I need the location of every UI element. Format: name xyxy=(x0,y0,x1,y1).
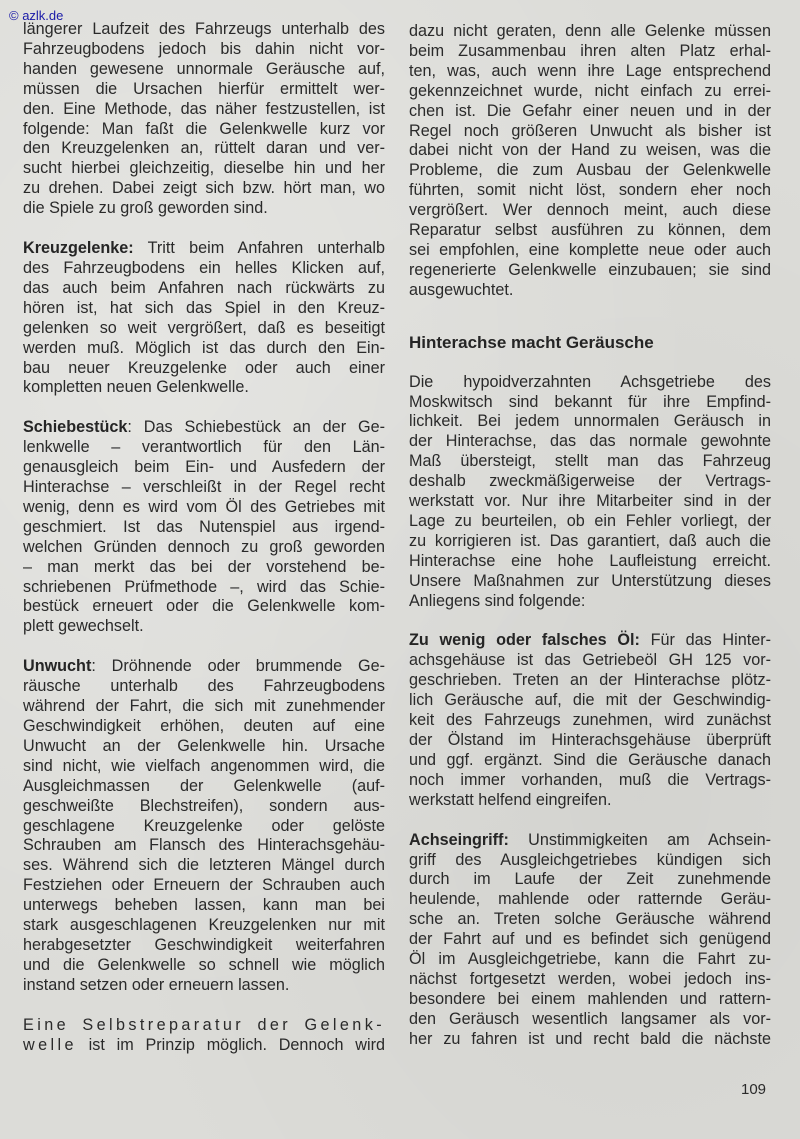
text-line: Anliegens sind folgende: xyxy=(409,591,586,610)
text-line: sei empfohlen, eine komplette neue oder auch xyxy=(409,240,771,259)
text-line xyxy=(409,831,771,851)
text-line: während der Fahrt, die sich mit zunehmender xyxy=(23,697,385,716)
text-line: Eine Selbstreparatur der Gelenk- xyxy=(23,1015,385,1034)
text-line: Geschwindigkeit erhöhen, deuten auf eine xyxy=(23,717,385,735)
text-run-spaced: welle xyxy=(23,1035,77,1054)
text-line: gekennzeichnet wurde, nicht einfach zu errei- xyxy=(409,81,771,100)
paragraph-kreuzgelenke xyxy=(23,239,385,398)
text-line: folgende: Man faßt die Gelenkwelle kurz vor xyxy=(23,119,385,138)
text-line: Regel noch größeren Unwucht als bisher ist xyxy=(409,121,771,140)
text-line: zu korrigieren ist. Das garantiert, daß auch die xyxy=(409,531,771,550)
text-run: : Das Schiebestück an der Ge- xyxy=(127,418,385,437)
text-line: und die Gelenkwelle so schnell wie möglich xyxy=(23,955,385,974)
text-line: lich Geräusche auf, die mit der Geschwindig- xyxy=(409,691,771,710)
paragraph-lead-term: Schiebestück xyxy=(23,418,128,437)
text-line: dazu nicht geraten, denn alle Gelenke müssen xyxy=(409,22,771,40)
paragraph-selbstreparatur xyxy=(23,1016,385,1056)
text-line: handen gewesene unnormale Geräusche auf, xyxy=(23,59,385,78)
text-line: Ausgleichmassen der Gelenkwelle (auf- xyxy=(23,776,385,795)
copyright-watermark: © azlk.de xyxy=(9,8,64,23)
text-line: instand setzen oder erneuern lassen. xyxy=(23,975,290,994)
text-line: nächst fortgesetzt werden, wobei jedoch ins- xyxy=(409,969,771,988)
text-line: Reparatur selbst ausführen zu können, dem xyxy=(409,221,771,240)
text-line xyxy=(23,239,385,259)
paragraph-achseingriff xyxy=(409,831,771,1050)
text-line: und ggf. ergänzt. Sind die Geräusche danach xyxy=(409,750,771,769)
text-line: Fahrzeugbodens jedoch bis dahin nicht vor- xyxy=(23,39,385,58)
text-line: kompletten neuen Gelenkwelle. xyxy=(23,378,249,397)
text-run: Unstimmigkeiten am Achsein- xyxy=(508,830,771,849)
text-line: regenerierte Gelenkwelle einzubauen; sie sind xyxy=(409,260,771,279)
text-line: der Ölstand im Hinterachsgehäuse überprüft xyxy=(409,731,771,749)
paragraph-unwucht xyxy=(23,657,385,995)
text-line: führten, somit nicht löst, sondern eher noch xyxy=(409,181,771,200)
left-column xyxy=(23,20,385,1075)
text-line: Festziehen oder Erneuern der Schrauben auch xyxy=(23,876,385,895)
text-line: Maß übersteigt, stellt man das Fahrzeug xyxy=(409,452,771,471)
text-line: plett gewechselt. xyxy=(23,617,144,636)
text-line: Unsere Maßnahmen zur Unterstützung dieses xyxy=(409,571,771,590)
section-heading: Hinterachse macht Geräusche xyxy=(409,332,654,352)
text-line: die Spiele zu groß geworden sind. xyxy=(23,199,268,218)
text-line: keit des Fahrzeugs zunehmen, wird zunächst xyxy=(409,711,771,730)
page-number: 109 xyxy=(741,1081,767,1098)
paragraph-hinterachse-intro xyxy=(409,373,771,612)
text-line xyxy=(409,631,771,651)
text-line: Lage zu beurteilen, ob ein Fehler vorliegt, der xyxy=(409,511,771,530)
text-line: das auch beim Anfahren nach rückwärts zu xyxy=(23,278,385,297)
text-run: Tritt beim Anfahren unterhalb xyxy=(133,239,385,258)
text-line: des Fahrzeugbodens ein helles Klicken auf, xyxy=(23,258,385,277)
text-line: schriebenen Prüfmethode –, wird das Schie- xyxy=(23,577,385,596)
text-line: geschrieben. Treten an der Hinterachse plötz- xyxy=(409,671,771,690)
text-line: welchen Gründen dennoch zu groß geworden xyxy=(23,537,385,556)
text-line: ten, was, auch wenn ihre Lage entsprechend xyxy=(409,61,771,80)
text-line xyxy=(23,418,385,438)
text-line: Öl im Ausgleichgetriebe, kann die Fahrt zu- xyxy=(409,950,771,969)
text-line: räusche unterhalb des Fahrzeugbodens xyxy=(23,677,385,696)
text-line: geschlagene Kreuzgelenke oder gelöste xyxy=(23,816,385,835)
paragraph-oel xyxy=(409,631,771,810)
paragraph-lead-term: Unwucht xyxy=(23,657,92,676)
paragraph-lead-term: Zu wenig oder falsches Öl: xyxy=(409,631,640,650)
paragraph-intro-continued xyxy=(23,20,385,219)
text-line: ses. Während sich die letzteren Mängel durch xyxy=(23,856,385,875)
text-line: genausgleich beim Ein- und Ausfedern der xyxy=(23,458,385,477)
text-line: gelenken so weit vergrößert, daß es beseitigt xyxy=(23,318,385,337)
text-line: noch immer vorhanden, muß die Vertrags- xyxy=(409,770,771,789)
right-column xyxy=(409,22,771,1069)
text-line: chen ist. Die Gefahr einer neuen und in der xyxy=(409,101,771,120)
text-line: herabgesetzter Geschwindigkeit weiterfahren xyxy=(23,935,385,954)
text-line: längerer Laufzeit des Fahrzeugs unterhalb des xyxy=(23,20,385,38)
text-line: Hinterachse eine hohe Laufleistung erreicht. xyxy=(409,551,771,570)
text-line: Moskwitsch sind bekannt für ihre Empfind- xyxy=(409,392,771,411)
text-line: sind nicht, wie vielfach angenommen wird, die xyxy=(23,756,385,775)
text-line: hören ist, hat sich das Spiel in den Kreuz- xyxy=(23,298,385,317)
text-line: stark ausgeschlagenen Kreuzgelenken nur mit xyxy=(23,916,385,935)
text-line: dabei nicht von der Hand zu weisen, was die xyxy=(409,141,771,160)
text-line: geschmiert. Ist das Nutenspiel aus irgend- xyxy=(23,517,385,536)
text-line: griff des Ausgleichgetriebes kündigen sich xyxy=(409,850,771,869)
text-line: bau neuer Kreuzgelenke oder auch einer xyxy=(23,358,385,377)
text-line xyxy=(23,1036,385,1056)
text-line: achsgehäuse ist das Getriebeöl GH 125 vor- xyxy=(409,651,771,670)
paragraph-lead-term: Kreuzgelenke: xyxy=(23,239,134,258)
text-line: zu drehen. Dabei zeigt sich bzw. hört man, wo xyxy=(23,179,385,198)
text-line: wenig, denn es wird vom Öl des Getriebes mit xyxy=(23,497,385,516)
text-line: den. Eine Methode, das näher festzustellen, ist xyxy=(23,99,385,118)
text-line: der Fahrt auf und es befindet sich genügend xyxy=(409,930,771,949)
text-line: werden muß. Möglich ist das durch den Ein- xyxy=(23,338,385,357)
text-line: sucht hierbei gleichzeitig, dieselbe hin und her xyxy=(23,159,385,178)
text-line: werkstatt helfend eingreifen. xyxy=(409,790,612,809)
text-line: lenkwelle – verantwortlich für den Län- xyxy=(23,438,385,457)
text-line: sche an. Treten solche Geräusche während xyxy=(409,910,771,929)
text-line: geschweißte Blechstreifen), sondern aus- xyxy=(23,796,385,815)
paragraph-selbstreparatur-continued xyxy=(409,22,771,301)
text-line: deshalb zweckmäßigerweise der Vertrags- xyxy=(409,472,771,491)
text-line xyxy=(23,657,385,677)
paragraph-schiebestueck xyxy=(23,418,385,637)
text-line: Hinterachse – verschleißt in der Regel recht xyxy=(23,478,385,497)
text-line: besondere bei einem mahlenden und rattern- xyxy=(409,989,771,1008)
text-run: Für das Hinter- xyxy=(639,631,771,650)
text-line: Probleme, die zum Ausbau der Gelenkwelle xyxy=(409,161,771,180)
text-line: vergrößert. Wer dennoch meint, auch diese xyxy=(409,201,771,220)
text-line: den Geräusch wesentlich langsamer als vor- xyxy=(409,1009,771,1028)
text-line: bestück erneuert oder die Gelenkwelle kom- xyxy=(23,597,385,616)
text-line: den Kreuzgelenken an, rüttelt daran und ver- xyxy=(23,139,385,158)
text-line: Die hypoidverzahnten Achsgetriebe des xyxy=(409,372,771,391)
text-line: heulende, mahlende oder ratternde Geräu- xyxy=(409,890,771,909)
text-line: werkstatt vor. Nur ihre Mitarbeiter sind in der xyxy=(409,492,771,511)
text-line: Schrauben am Flansch des Hinterachsgehäu- xyxy=(23,836,385,855)
text-run: : Dröhnende oder brummende Ge- xyxy=(91,657,385,676)
text-line: der Hinterachse, das das normale gewohnte xyxy=(409,432,771,451)
text-line: her zu fahren ist und recht bald die nächste xyxy=(409,1029,771,1048)
text-line: müssen die Ursachen hierfür ermittelt wer- xyxy=(23,79,385,98)
text-run: ist im Prinzip möglich. Dennoch wird xyxy=(76,1035,385,1054)
text-line: lichkeit. Bei jedem unnormalen Geräusch in xyxy=(409,412,771,431)
text-line: Unwucht an der Gelenkwelle hin. Ursache xyxy=(23,736,385,755)
text-line: ausgewuchtet. xyxy=(409,280,514,299)
text-line: unterwegs beheben lassen, kann man bei xyxy=(23,896,385,915)
text-line: beim Zusammenbau ihren alten Platz erhal- xyxy=(409,41,771,60)
paragraph-lead-term: Achseingriff: xyxy=(409,830,509,849)
text-line: – man merkt das bei der vorstehend be- xyxy=(23,557,385,576)
text-line: durch im Laufe der Zeit zunehmende xyxy=(409,870,771,889)
